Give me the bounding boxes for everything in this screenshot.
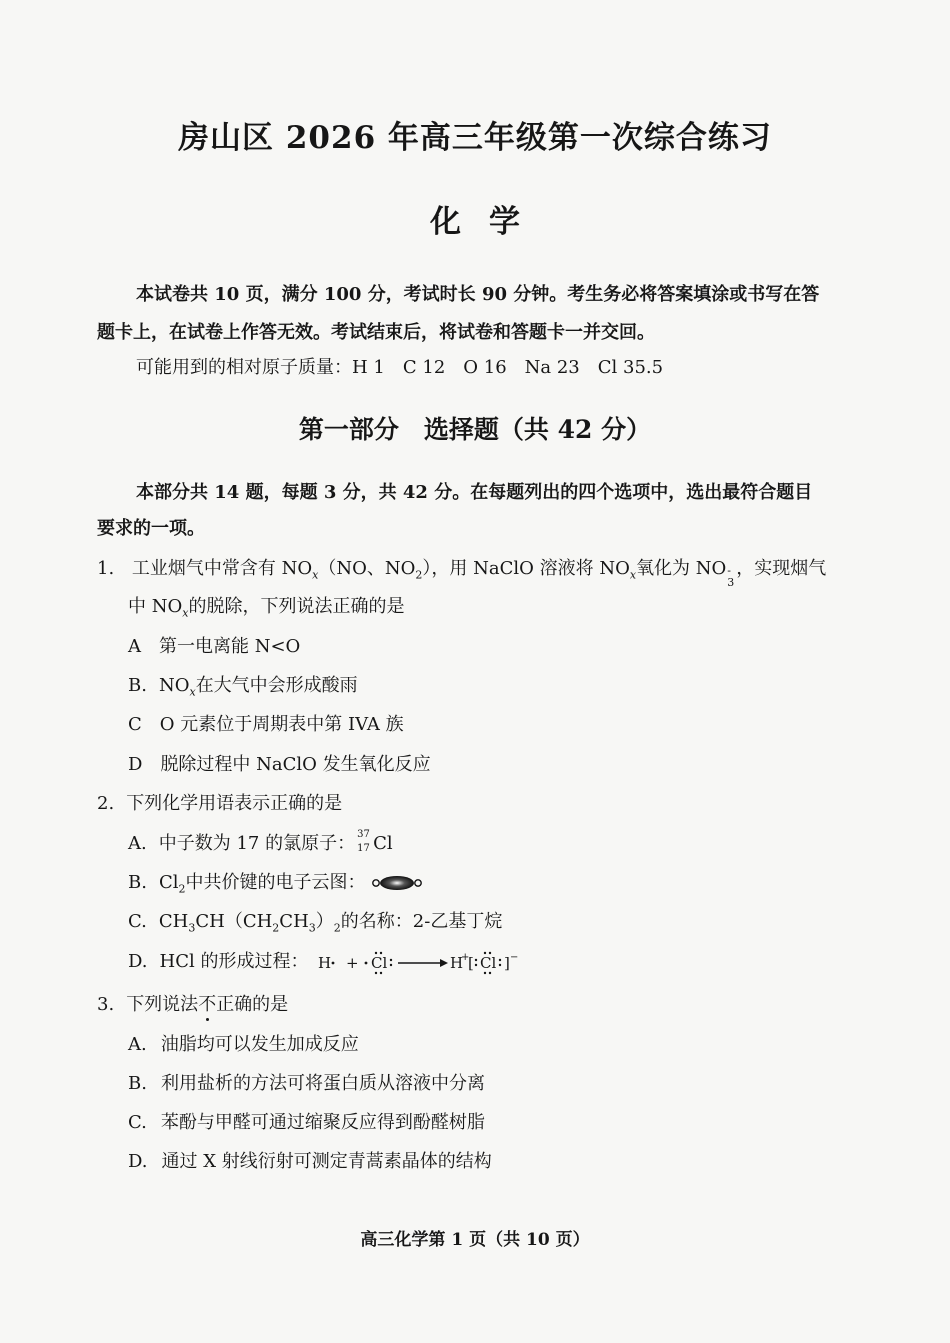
q3-option-d: D. 通过 X 射线衍射可测定青蒿素晶体的结构 xyxy=(128,1151,492,1172)
q2-option-b: B. $Cl_2$中共价键的电子云图： xyxy=(128,868,423,896)
emphasis-mark: 不 xyxy=(198,994,217,1015)
svg-text:]: ] xyxy=(504,954,511,972)
electron-cloud-icon xyxy=(371,874,423,892)
question-3-stem: 3. 下列说法不正确的是 xyxy=(97,994,289,1015)
q2-option-c: C. $CH_3CH(CH_2CH_3)_2$的名称：2-乙基丁烷 xyxy=(128,911,503,935)
section-desc-2: 要求的一项。 xyxy=(97,518,205,539)
subject-title: 化学 xyxy=(430,204,548,240)
svg-text:+: + xyxy=(346,954,359,972)
hcl-formation-diagram xyxy=(316,949,526,975)
svg-text:[: [ xyxy=(468,954,475,972)
svg-text:H: H xyxy=(450,954,464,972)
section-heading: 第一部分 选择题（共 42 分） xyxy=(298,415,652,444)
section-desc-1: 本部分共 14 题，每题 3 分，共 42 分。在每题列出的四个选项中，选出最符合题目 xyxy=(136,482,813,503)
isotope-notation: 37 17 xyxy=(357,829,370,854)
question-number: 3. xyxy=(97,994,115,1015)
question-1-stem-line-2: 中 $NO_x$的脱除，下列说法正确的是 xyxy=(128,596,405,620)
svg-text:Cl: Cl xyxy=(480,954,497,972)
svg-text:+: + xyxy=(461,952,470,963)
q1-option-c: C O 元素位于周期表中第 IVA 族 xyxy=(128,714,404,735)
q1-option-d: D 脱除过程中 NaClO 发生氧化反应 xyxy=(128,754,431,775)
q2-option-d: D. HCl 的形成过程： H + Cl H + [ Cl ] − xyxy=(128,947,526,975)
page-title: 房山区 2026 年高三年级第一次综合练习 xyxy=(178,120,772,156)
question-number: 1. xyxy=(97,558,115,579)
intro-line-2: 题卡上，在试卷上作答无效。考试结束后，将试卷和答题卡一并交回。 xyxy=(97,322,655,343)
q3-option-b: B. 利用盐析的方法可将蛋白质从溶液中分离 xyxy=(128,1073,485,1094)
question-1-stem: 1. 工业烟气中常含有 $NO_x(NO$、$NO_2$），用 NaClO 溶液将 $NO_x$氧化为 NO - 3 ，实现烟气 xyxy=(97,558,827,589)
q2-option-a: A. 中子数为 17 的氯原子： 37 17 Cl xyxy=(128,829,393,854)
question-2-stem: 2. 下列化学用语表示正确的是 xyxy=(97,793,343,814)
q1-option-a: A 第一电离能 N<O xyxy=(128,636,301,657)
intro-line-1: 本试卷共 10 页，满分 100 分，考试时长 90 分钟。考生务必将答案填涂或书写在答 xyxy=(136,284,820,305)
svg-text:Cl: Cl xyxy=(371,954,388,972)
page-footer: 高三化学第 1 页（共 10 页） xyxy=(360,1230,590,1250)
q1-option-b: B. $NO_x$在大气中会形成酸雨 xyxy=(128,675,358,699)
svg-text:H: H xyxy=(318,954,332,972)
atomic-masses: 可能用到的相对原子质量：H 1 C 12 O 16 Na 23 Cl 35.5 xyxy=(136,357,664,378)
q3-option-a: A. 油脂均可以发生加成反应 xyxy=(128,1034,359,1055)
question-number: 2. xyxy=(97,793,115,814)
q3-option-c: C. 苯酚与甲醛可通过缩聚反应得到酚醛树脂 xyxy=(128,1112,485,1133)
svg-text:−: − xyxy=(510,952,519,963)
